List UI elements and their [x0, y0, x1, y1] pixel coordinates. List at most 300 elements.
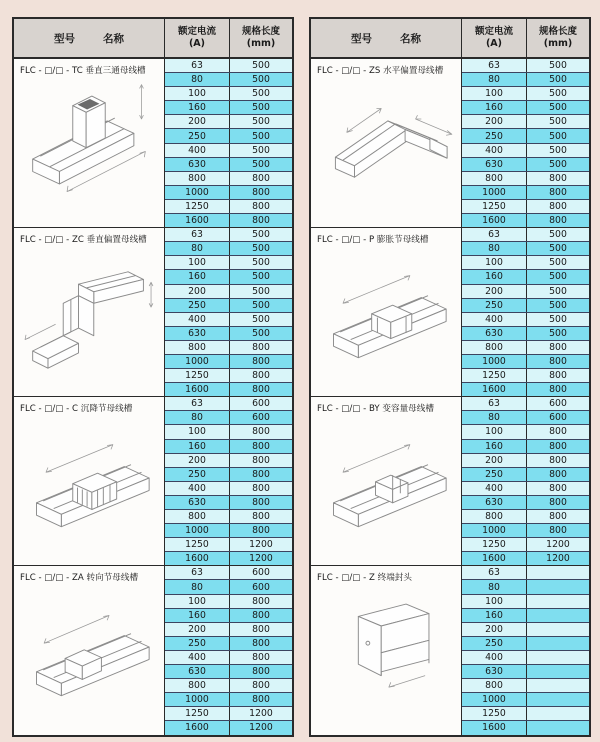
- current-value: 800: [462, 510, 527, 523]
- length-value: 600: [252, 581, 270, 593]
- current-value: 400: [165, 482, 230, 495]
- current-value: 200: [165, 115, 230, 128]
- spec-row: [165, 144, 292, 158]
- spec-row: [462, 496, 589, 510]
- spec-row: [462, 580, 589, 594]
- current-value: 800: [462, 679, 527, 692]
- length-value: 500: [549, 313, 567, 325]
- length-value: 800: [252, 651, 270, 663]
- spec-row: [165, 397, 292, 411]
- spec-row: [462, 59, 589, 73]
- current-value: 80: [462, 580, 527, 593]
- current-value: 630: [165, 158, 230, 171]
- spec-rows: [165, 397, 292, 565]
- current-value: 800: [165, 679, 230, 692]
- spec-row: [165, 552, 292, 565]
- current-value: 100: [165, 595, 230, 608]
- current-value: 400: [462, 144, 527, 157]
- current-value: 80: [165, 580, 230, 593]
- spec-row: [165, 59, 292, 73]
- length-value: 800: [252, 426, 270, 438]
- current-value: 400: [165, 313, 230, 326]
- spec-row: [462, 172, 589, 186]
- current-value: 160: [165, 270, 230, 283]
- length-value: 500: [252, 158, 270, 170]
- product-section: [14, 228, 292, 397]
- length-value: [527, 679, 589, 692]
- length-value: 800: [252, 341, 270, 353]
- header-spec-length: [527, 19, 589, 57]
- current-value: 200: [165, 623, 230, 636]
- table-header: [311, 19, 589, 59]
- length-value: 500: [549, 271, 567, 283]
- current-value: 400: [462, 313, 527, 326]
- length-value: [527, 707, 589, 720]
- length-value: 500: [252, 327, 270, 339]
- current-value: 200: [165, 285, 230, 298]
- current-value: 1250: [462, 538, 527, 551]
- length-value: 1200: [249, 539, 273, 551]
- current-value: 1250: [462, 707, 527, 720]
- current-value: 800: [462, 172, 527, 185]
- length-value: 800: [549, 496, 567, 508]
- product-cell: [14, 566, 165, 734]
- spec-row: [165, 524, 292, 538]
- panel: [309, 17, 591, 737]
- spec-row: [462, 411, 589, 425]
- current-value: 63: [165, 397, 230, 410]
- length-value: 600: [549, 398, 567, 410]
- length-value: 600: [549, 412, 567, 424]
- length-value: 800: [252, 496, 270, 508]
- current-value: 63: [165, 59, 230, 72]
- spec-row: [165, 115, 292, 129]
- header-current-unit: (A): [485, 38, 503, 49]
- product-cell: [14, 397, 165, 565]
- spec-rows: [462, 59, 589, 227]
- length-value: 800: [549, 468, 567, 480]
- spec-row: [462, 129, 589, 143]
- current-value: 160: [462, 270, 527, 283]
- header-model-name-cell: [311, 19, 462, 57]
- spec-row: [462, 327, 589, 341]
- endcap-busway-drawing: [311, 584, 461, 710]
- length-value: 800: [252, 215, 270, 227]
- spec-row: [462, 721, 589, 734]
- spec-row: [165, 623, 292, 637]
- current-value: 1600: [462, 214, 527, 227]
- current-value: 200: [462, 623, 527, 636]
- length-value: 800: [252, 482, 270, 494]
- current-value: 200: [462, 454, 527, 467]
- length-value: 800: [252, 623, 270, 635]
- spec-rows: [165, 59, 292, 227]
- current-value: 63: [462, 59, 527, 72]
- length-value: 800: [549, 482, 567, 494]
- spec-row: [462, 87, 589, 101]
- current-value: 250: [462, 468, 527, 481]
- spec-rows: [165, 228, 292, 396]
- spec-row: [165, 482, 292, 496]
- spec-row: [462, 256, 589, 270]
- length-value: 800: [252, 468, 270, 480]
- length-value: 500: [549, 116, 567, 128]
- header-length-unit: (mm): [543, 38, 573, 49]
- length-value: 500: [252, 243, 270, 255]
- product-cell: [311, 397, 462, 565]
- spec-row: [165, 228, 292, 242]
- length-value: 800: [252, 186, 270, 198]
- length-value: 800: [252, 525, 270, 537]
- spec-row: [462, 679, 589, 693]
- length-value: 800: [252, 172, 270, 184]
- current-value: 63: [462, 228, 527, 241]
- product-title: FLC - □/□ - TC 垂直三通母线槽: [20, 66, 146, 76]
- current-value: 80: [165, 73, 230, 86]
- current-value: 100: [462, 256, 527, 269]
- current-value: 160: [165, 609, 230, 622]
- length-value: 800: [252, 356, 270, 368]
- spec-row: [462, 397, 589, 411]
- spec-row: [165, 327, 292, 341]
- current-value: 100: [165, 425, 230, 438]
- length-value: 800: [549, 186, 567, 198]
- current-value: 630: [462, 496, 527, 509]
- spec-row: [165, 369, 292, 383]
- length-value: 800: [549, 454, 567, 466]
- spec-row: [462, 482, 589, 496]
- current-value: 250: [165, 637, 230, 650]
- length-value: 1200: [249, 708, 273, 720]
- spec-row: [462, 468, 589, 482]
- length-value: [527, 693, 589, 706]
- length-value: 500: [252, 116, 270, 128]
- current-value: 250: [462, 299, 527, 312]
- spec-rows: [462, 397, 589, 565]
- length-value: 600: [252, 412, 270, 424]
- spec-row: [462, 242, 589, 256]
- length-value: 500: [252, 88, 270, 100]
- spec-row: [165, 73, 292, 87]
- length-value: 800: [252, 454, 270, 466]
- current-value: 80: [462, 411, 527, 424]
- length-value: 500: [252, 102, 270, 114]
- spec-row: [165, 242, 292, 256]
- current-value: 1600: [165, 214, 230, 227]
- product-section: [311, 566, 589, 734]
- spec-row: [462, 369, 589, 383]
- length-value: 500: [549, 229, 567, 241]
- current-value: 80: [462, 242, 527, 255]
- length-value: 500: [252, 74, 270, 86]
- by-busway-drawing: [311, 415, 461, 541]
- spec-row: [462, 623, 589, 637]
- header-length-label: 规格长度: [538, 26, 577, 38]
- current-value: 250: [462, 129, 527, 142]
- header-name: 名称: [103, 32, 124, 45]
- current-value: 1250: [165, 200, 230, 213]
- length-value: 500: [252, 285, 270, 297]
- product-section: [311, 59, 589, 228]
- current-value: 250: [165, 468, 230, 481]
- length-value: 500: [252, 271, 270, 283]
- tee-busway-drawing: [14, 77, 164, 203]
- spec-row: [462, 595, 589, 609]
- spec-row: [165, 383, 292, 396]
- current-value: 250: [462, 637, 527, 650]
- current-value: 200: [462, 285, 527, 298]
- current-value: 630: [462, 665, 527, 678]
- product-cell: [14, 59, 165, 227]
- header-model: 型号: [54, 32, 75, 45]
- spec-row: [165, 496, 292, 510]
- length-value: 500: [252, 313, 270, 325]
- length-value: 500: [549, 285, 567, 297]
- spec-row: [165, 214, 292, 227]
- product-cell: [311, 228, 462, 396]
- spec-row: [462, 552, 589, 565]
- spec-row: [165, 510, 292, 524]
- spec-row: [462, 285, 589, 299]
- expansion-busway-drawing: [311, 246, 461, 372]
- spec-rows: [165, 566, 292, 734]
- current-value: 1250: [165, 538, 230, 551]
- length-value: 500: [549, 130, 567, 142]
- spec-row: [165, 299, 292, 313]
- current-value: 80: [165, 242, 230, 255]
- current-value: 800: [165, 172, 230, 185]
- spec-row: [165, 285, 292, 299]
- current-value: 63: [462, 397, 527, 410]
- product-cell: [311, 59, 462, 227]
- length-value: 600: [252, 567, 270, 579]
- spec-row: [462, 383, 589, 396]
- spec-row: [165, 665, 292, 679]
- panel: [12, 17, 294, 737]
- current-value: 160: [165, 440, 230, 453]
- length-value: 800: [549, 341, 567, 353]
- current-value: 1600: [462, 552, 527, 565]
- current-value: 160: [462, 609, 527, 622]
- spec-row: [165, 566, 292, 580]
- current-value: 1250: [165, 369, 230, 382]
- length-value: 500: [549, 257, 567, 269]
- length-value: [527, 721, 589, 734]
- header-model-name-cell: [14, 19, 165, 57]
- current-value: 80: [462, 73, 527, 86]
- sections: [311, 59, 589, 735]
- length-value: 600: [252, 398, 270, 410]
- spec-row: [165, 454, 292, 468]
- spec-row: [165, 440, 292, 454]
- current-value: 160: [165, 101, 230, 114]
- length-value: 500: [252, 60, 270, 72]
- spec-row: [462, 73, 589, 87]
- length-value: [527, 665, 589, 678]
- spec-row: [165, 609, 292, 623]
- length-value: 500: [252, 229, 270, 241]
- current-value: 400: [462, 482, 527, 495]
- length-value: 500: [252, 144, 270, 156]
- spec-row: [462, 313, 589, 327]
- length-value: 500: [252, 130, 270, 142]
- current-value: 100: [462, 87, 527, 100]
- current-value: 1000: [462, 355, 527, 368]
- spec-row: [165, 468, 292, 482]
- length-value: 500: [549, 74, 567, 86]
- current-value: 800: [462, 341, 527, 354]
- length-value: 800: [252, 666, 270, 678]
- current-value: 63: [462, 566, 527, 579]
- spec-row: [165, 595, 292, 609]
- sections: [14, 59, 292, 735]
- spec-row: [165, 200, 292, 214]
- product-title: FLC - □/□ - ZC 垂直偏置母线槽: [20, 235, 147, 246]
- product-title: FLC - □/□ - Z 终端封头: [317, 573, 412, 584]
- current-value: 1250: [462, 200, 527, 213]
- spec-row: [165, 411, 292, 425]
- spec-row: [462, 637, 589, 651]
- current-value: 100: [165, 87, 230, 100]
- length-value: 500: [252, 299, 270, 311]
- header-current-label: 额定电流: [474, 26, 513, 38]
- product-title: FLC - □/□ - BY 变容量母线槽: [317, 404, 434, 415]
- length-value: [527, 566, 589, 579]
- spec-row: [462, 270, 589, 284]
- settlement-busway-drawing: [14, 415, 164, 541]
- spec-row: [462, 115, 589, 129]
- length-value: 800: [549, 370, 567, 382]
- spec-row: [165, 186, 292, 200]
- length-value: 500: [549, 144, 567, 156]
- current-value: 1000: [165, 186, 230, 199]
- spec-row: [165, 721, 292, 734]
- length-value: [527, 609, 589, 622]
- spec-row: [165, 270, 292, 284]
- current-value: 1000: [165, 693, 230, 706]
- current-value: 1000: [165, 524, 230, 537]
- current-value: 100: [462, 595, 527, 608]
- current-value: 160: [462, 440, 527, 453]
- length-value: 800: [252, 609, 270, 621]
- spec-row: [462, 214, 589, 227]
- product-section: [311, 397, 589, 566]
- current-value: 100: [462, 425, 527, 438]
- spec-row: [462, 440, 589, 454]
- product-title: FLC - □/□ - P 膨胀节母线槽: [317, 235, 429, 246]
- header-name: 名称: [400, 32, 421, 45]
- current-value: 400: [165, 144, 230, 157]
- length-value: 800: [252, 637, 270, 649]
- length-value: [527, 651, 589, 664]
- current-value: 800: [165, 510, 230, 523]
- current-value: 630: [462, 327, 527, 340]
- length-value: 1200: [546, 539, 570, 551]
- length-value: 800: [549, 426, 567, 438]
- length-value: 500: [549, 60, 567, 72]
- spec-row: [462, 228, 589, 242]
- length-value: [527, 595, 589, 608]
- spec-row: [165, 679, 292, 693]
- spec-row: [165, 341, 292, 355]
- spec-row: [462, 566, 589, 580]
- length-value: 500: [549, 88, 567, 100]
- spec-row: [462, 707, 589, 721]
- length-value: 800: [549, 200, 567, 212]
- spec-row: [165, 101, 292, 115]
- spec-row: [462, 299, 589, 313]
- spec-row: [462, 186, 589, 200]
- current-value: 630: [165, 327, 230, 340]
- length-value: 800: [549, 172, 567, 184]
- current-value: 200: [165, 454, 230, 467]
- spec-row: [462, 524, 589, 538]
- current-value: 400: [165, 651, 230, 664]
- length-value: 800: [252, 680, 270, 692]
- spec-row: [165, 538, 292, 552]
- spec-row: [462, 200, 589, 214]
- spec-row: [462, 158, 589, 172]
- length-value: 500: [549, 158, 567, 170]
- spec-row: [165, 355, 292, 369]
- length-value: 800: [549, 356, 567, 368]
- product-section: [14, 566, 292, 734]
- length-value: 800: [252, 440, 270, 452]
- header-current-unit: (A): [188, 38, 206, 49]
- current-value: 100: [165, 256, 230, 269]
- current-value: 1000: [462, 524, 527, 537]
- length-value: 500: [549, 102, 567, 114]
- spec-row: [165, 313, 292, 327]
- length-value: 800: [252, 200, 270, 212]
- product-title: FLC - □/□ - C 沉降节母线槽: [20, 404, 133, 415]
- spec-row: [462, 101, 589, 115]
- current-value: 800: [165, 341, 230, 354]
- length-value: 800: [252, 595, 270, 607]
- current-value: 63: [165, 228, 230, 241]
- spec-row: [462, 609, 589, 623]
- current-value: 250: [165, 129, 230, 142]
- spec-row: [165, 256, 292, 270]
- length-value: 1200: [249, 722, 273, 734]
- product-title: FLC - □/□ - ZS 水平偏置母线槽: [317, 66, 444, 76]
- current-value: 160: [462, 101, 527, 114]
- current-value: 1000: [462, 693, 527, 706]
- current-value: 1600: [165, 552, 230, 565]
- product-title: FLC - □/□ - ZA 转向节母线槽: [20, 573, 139, 584]
- length-value: 500: [549, 299, 567, 311]
- spec-row: [462, 341, 589, 355]
- header-rated-current: [462, 19, 527, 57]
- length-value: 800: [252, 511, 270, 523]
- current-value: 1600: [462, 721, 527, 734]
- current-value: 250: [165, 299, 230, 312]
- spec-row: [462, 454, 589, 468]
- length-value: [527, 580, 589, 593]
- spec-row: [462, 144, 589, 158]
- zc-busway-drawing: [14, 246, 164, 372]
- length-value: 800: [549, 511, 567, 523]
- spec-row: [462, 355, 589, 369]
- spec-row: [462, 538, 589, 552]
- length-value: 800: [252, 384, 270, 396]
- spec-row: [462, 693, 589, 707]
- spec-row: [462, 510, 589, 524]
- current-value: 1250: [462, 369, 527, 382]
- length-value: 500: [252, 257, 270, 269]
- za-busway-drawing: [14, 584, 164, 710]
- length-value: 800: [252, 694, 270, 706]
